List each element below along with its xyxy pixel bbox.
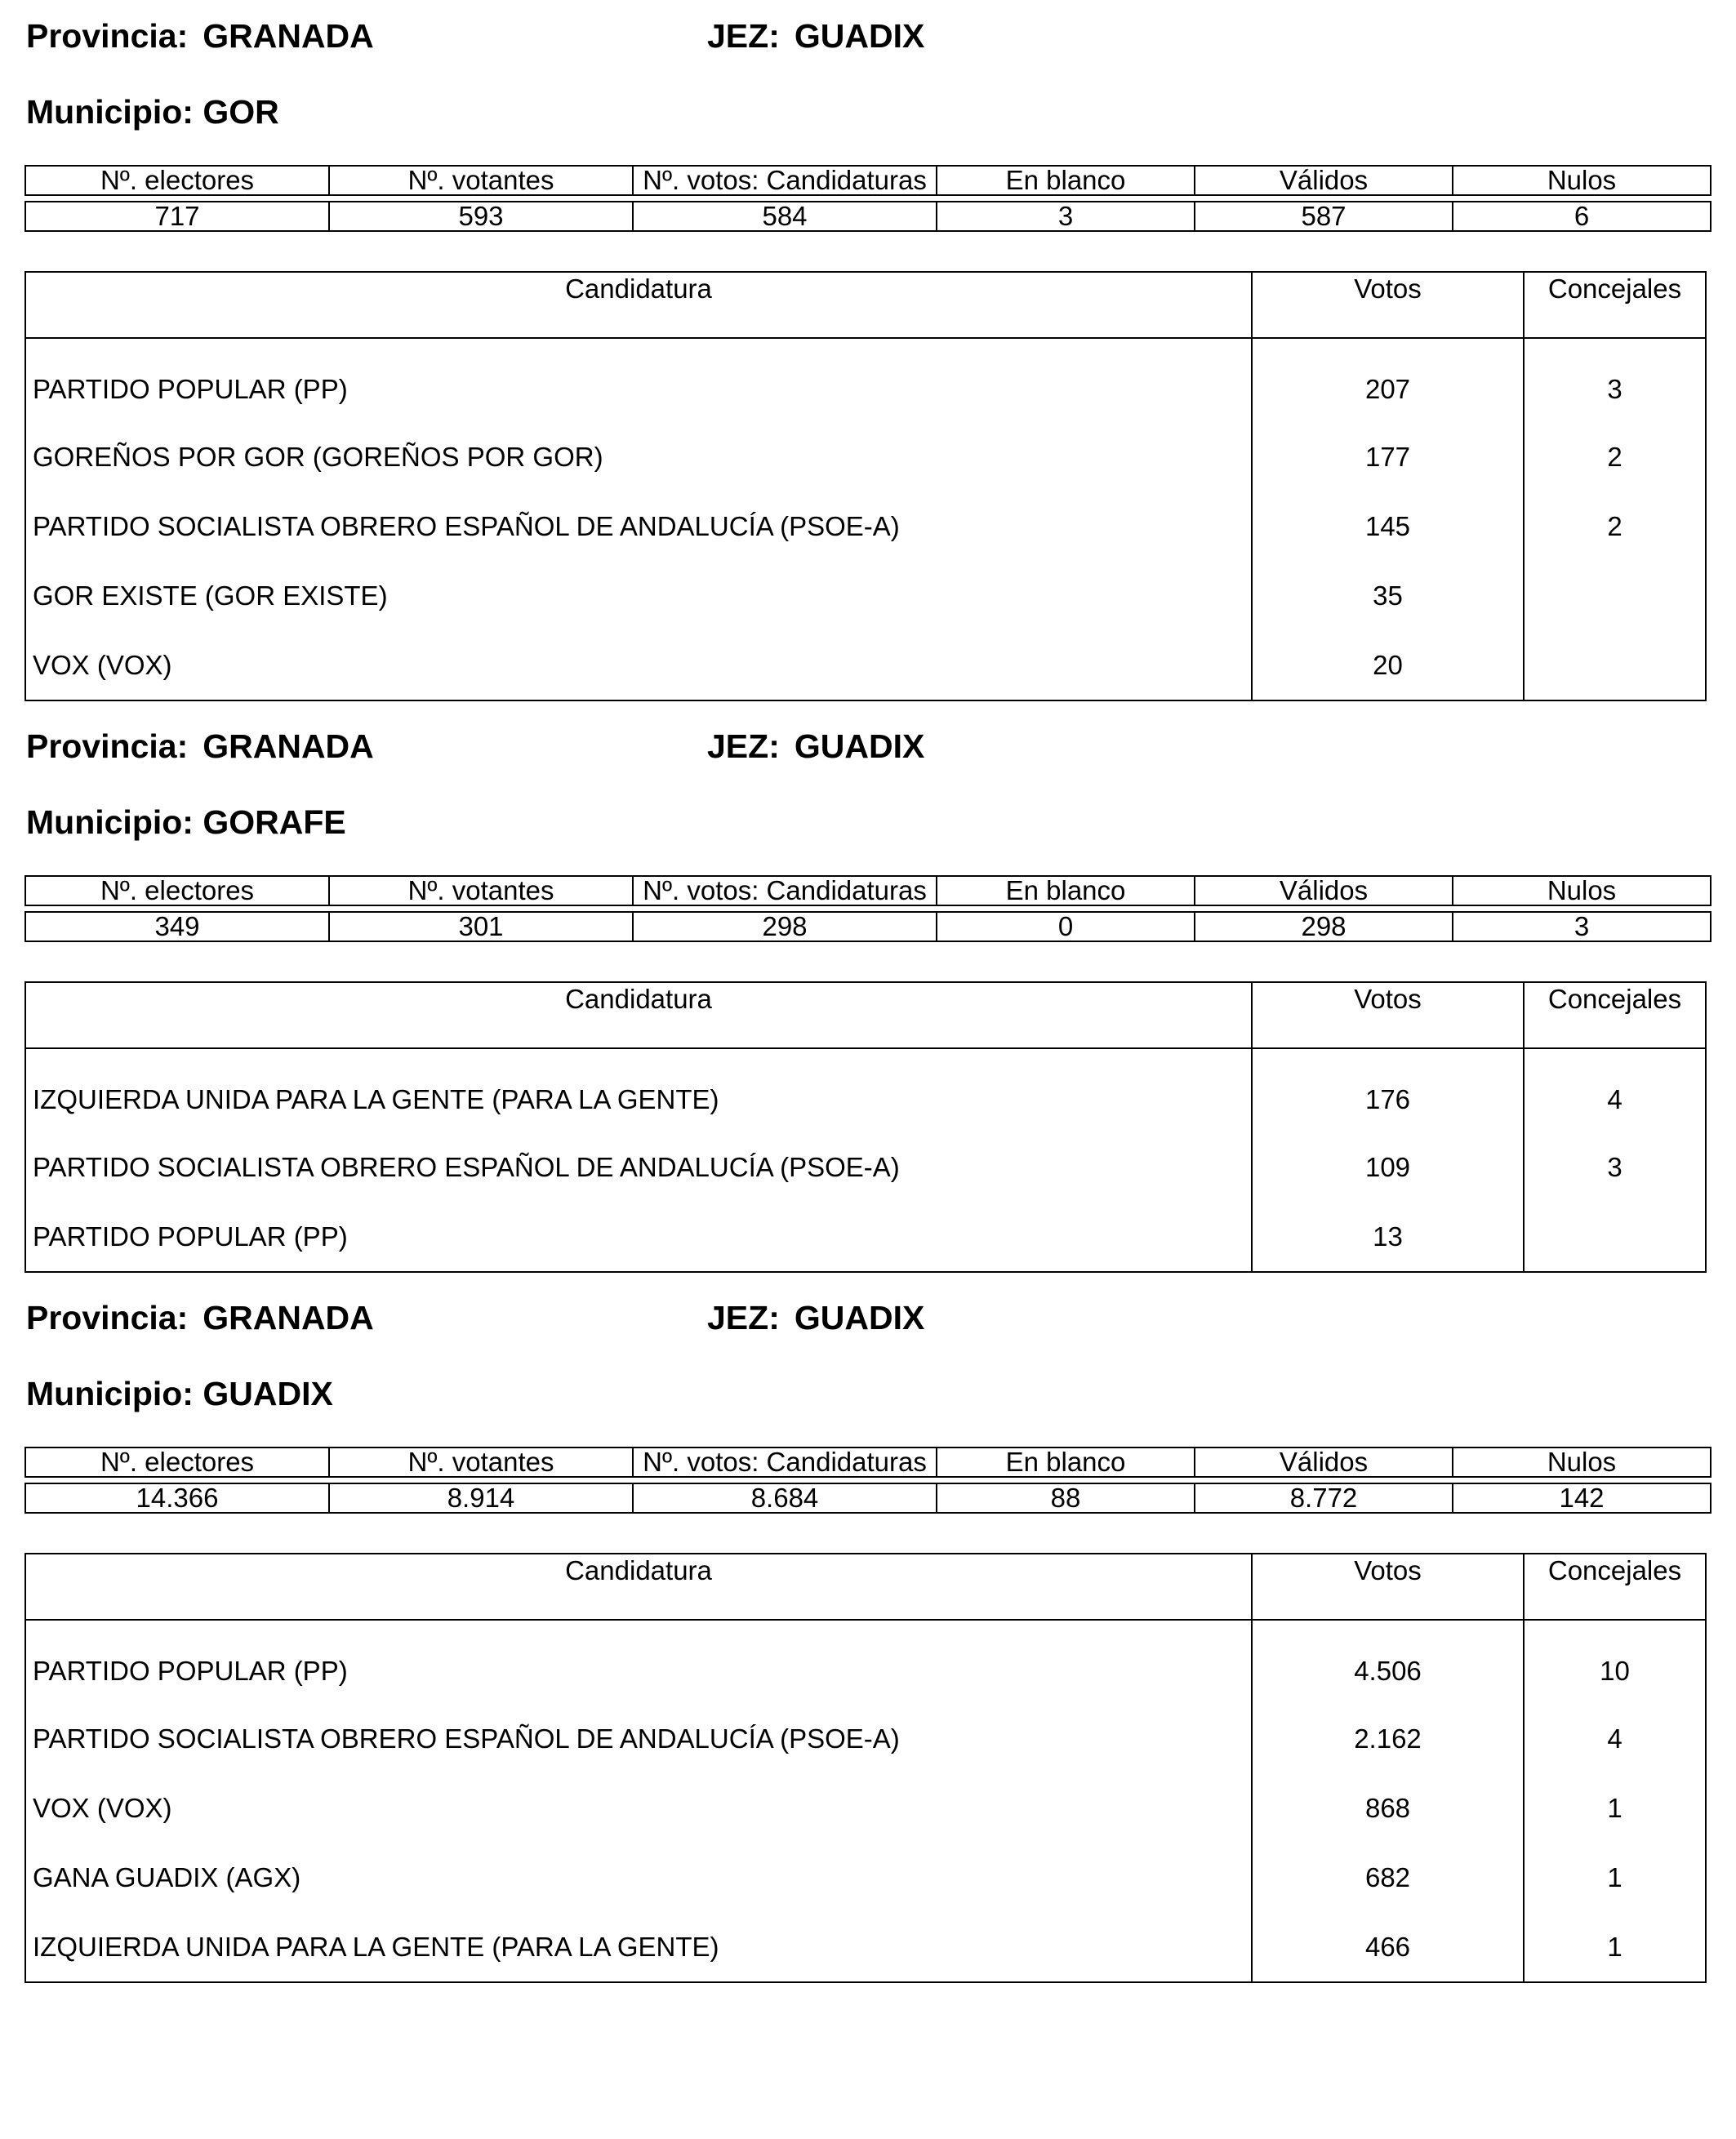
stats-header-cell: Nº. votos: Candidaturas (633, 1447, 937, 1477)
result-row (25, 1704, 1706, 1773)
stats-header-cell: Nº. electores (25, 1447, 329, 1477)
stats-value-cell: 14.366 (25, 1483, 329, 1513)
stats-value-cell: 8.914 (329, 1483, 633, 1513)
concejales-value: 1 (1524, 1843, 1706, 1912)
stats-header-cell: Nº. electores (25, 876, 329, 905)
concejales-value: 3 (1524, 338, 1706, 422)
candidatura-name: GANA GUADIX (AGX) (25, 1843, 1252, 1912)
stats-table (24, 165, 1712, 232)
stats-value-cell: 298 (633, 912, 937, 941)
stats-value-row (25, 1483, 1711, 1513)
stats-value-cell: 587 (1195, 202, 1453, 231)
votos-header: Votos (1252, 272, 1524, 338)
municipio-value: GUADIX (203, 1375, 333, 1412)
stats-table (24, 1447, 1712, 1514)
stats-value-cell: 717 (25, 202, 329, 231)
result-row (25, 1620, 1706, 1704)
votos-value: 868 (1252, 1773, 1524, 1843)
stats-value-cell: 349 (25, 912, 329, 941)
stats-header-cell: Nulos (1453, 876, 1711, 905)
candidatura-name: PARTIDO SOCIALISTA OBRERO ESPAÑOL DE ANDALUCÍA (PSOE-A) (25, 491, 1252, 561)
concejales-value: 1 (1524, 1912, 1706, 1982)
stats-value-cell: 301 (329, 912, 633, 941)
votos-value: 2.162 (1252, 1704, 1524, 1773)
concejales-header: Concejales (1524, 1554, 1706, 1620)
jez-header (707, 727, 924, 766)
stats-header-cell: Válidos (1195, 876, 1453, 905)
votos-value: 466 (1252, 1912, 1524, 1982)
jez-header (707, 16, 924, 56)
votos-value: 177 (1252, 422, 1524, 491)
provincia-label: Provincia: (26, 727, 189, 765)
candidatura-name: VOX (VOX) (25, 1773, 1252, 1843)
candidatura-header: Candidatura (25, 982, 1252, 1048)
stats-value-cell: 0 (937, 912, 1195, 941)
stats-header-cell: Válidos (1195, 1447, 1453, 1477)
votos-value: 682 (1252, 1843, 1524, 1912)
stats-header-cell: En blanco (937, 876, 1195, 905)
stats-value-cell: 3 (937, 202, 1195, 231)
jez-label: JEZ: (707, 17, 780, 55)
candidatura-name: GOR EXISTE (GOR EXISTE) (25, 561, 1252, 630)
provincia-header (26, 727, 374, 766)
jez-header (707, 1298, 924, 1337)
municipio-value: GOR (203, 93, 279, 131)
stats-header-cell: Válidos (1195, 166, 1453, 195)
candidatura-name: IZQUIERDA UNIDA PARA LA GENTE (PARA LA GENTE) (25, 1912, 1252, 1982)
result-row (25, 630, 1706, 700)
concejales-header: Concejales (1524, 272, 1706, 338)
votos-value: 176 (1252, 1048, 1524, 1132)
stats-value-cell: 584 (633, 202, 937, 231)
result-row (25, 1048, 1706, 1132)
stats-value-cell: 3 (1453, 912, 1711, 941)
stats-header-row (25, 876, 1711, 905)
result-row (25, 422, 1706, 491)
stats-header-cell: Nulos (1453, 1447, 1711, 1477)
stats-value-cell: 593 (329, 202, 633, 231)
concejales-value (1524, 1202, 1706, 1272)
candidatura-name: PARTIDO SOCIALISTA OBRERO ESPAÑOL DE ANDALUCÍA (PSOE-A) (25, 1704, 1252, 1773)
jez-value: GUADIX (794, 1299, 925, 1336)
result-row (25, 1773, 1706, 1843)
stats-value-cell: 88 (937, 1483, 1195, 1513)
jez-label: JEZ: (707, 727, 780, 765)
candidatura-name: PARTIDO SOCIALISTA OBRERO ESPAÑOL DE ANDALUCÍA (PSOE-A) (25, 1132, 1252, 1202)
municipio-label: Municipio: (26, 93, 194, 131)
municipio-header (26, 1374, 333, 1413)
stats-header-row (25, 166, 1711, 195)
stats-header-row (25, 1447, 1711, 1477)
result-row (25, 1202, 1706, 1272)
stats-value-cell: 298 (1195, 912, 1453, 941)
votos-value: 20 (1252, 630, 1524, 700)
provincia-header (26, 1298, 374, 1337)
result-row (25, 561, 1706, 630)
stats-value-cell: 8.684 (633, 1483, 937, 1513)
result-row (25, 1912, 1706, 1982)
municipio-header (26, 92, 279, 131)
result-row (25, 338, 1706, 422)
results-table (24, 981, 1707, 1273)
results-header-row (25, 1554, 1706, 1620)
concejales-value: 3 (1524, 1132, 1706, 1202)
stats-header-cell: Nulos (1453, 166, 1711, 195)
candidatura-name: GOREÑOS POR GOR (GOREÑOS POR GOR) (25, 422, 1252, 491)
candidatura-name: PARTIDO POPULAR (PP) (25, 338, 1252, 422)
candidatura-header: Candidatura (25, 272, 1252, 338)
provincia-header (26, 16, 374, 56)
results-table (24, 271, 1707, 701)
votos-value: 13 (1252, 1202, 1524, 1272)
votos-value: 109 (1252, 1132, 1524, 1202)
stats-value-row (25, 912, 1711, 941)
jez-value: GUADIX (794, 17, 925, 55)
stats-header-cell: Nº. votos: Candidaturas (633, 166, 937, 195)
votos-header: Votos (1252, 982, 1524, 1048)
concejales-value (1524, 630, 1706, 700)
municipio-value: GORAFE (203, 803, 346, 841)
votos-value: 4.506 (1252, 1620, 1524, 1704)
stats-header-cell: En blanco (937, 1447, 1195, 1477)
provincia-label: Provincia: (26, 1299, 189, 1336)
stats-value-cell: 6 (1453, 202, 1711, 231)
votos-value: 145 (1252, 491, 1524, 561)
municipio-label: Municipio: (26, 1375, 194, 1412)
jez-label: JEZ: (707, 1299, 780, 1336)
votos-value: 207 (1252, 338, 1524, 422)
stats-header-cell: Nº. electores (25, 166, 329, 195)
stats-table (24, 875, 1712, 942)
provincia-value: GRANADA (203, 727, 374, 765)
candidatura-name: PARTIDO POPULAR (PP) (25, 1202, 1252, 1272)
results-header-row (25, 272, 1706, 338)
candidatura-name: IZQUIERDA UNIDA PARA LA GENTE (PARA LA GENTE) (25, 1048, 1252, 1132)
concejales-value (1524, 561, 1706, 630)
stats-header-cell: Nº. votos: Candidaturas (633, 876, 937, 905)
stats-header-cell: En blanco (937, 166, 1195, 195)
municipio-label: Municipio: (26, 803, 194, 841)
concejales-value: 2 (1524, 491, 1706, 561)
stats-value-cell: 142 (1453, 1483, 1711, 1513)
stats-header-cell: Nº. votantes (329, 166, 633, 195)
candidatura-name: PARTIDO POPULAR (PP) (25, 1620, 1252, 1704)
municipio-header (26, 803, 346, 842)
candidatura-name: VOX (VOX) (25, 630, 1252, 700)
results-table (24, 1553, 1707, 1983)
provincia-label: Provincia: (26, 17, 189, 55)
votos-header: Votos (1252, 1554, 1524, 1620)
concejales-value: 1 (1524, 1773, 1706, 1843)
result-row (25, 1132, 1706, 1202)
stats-value-row (25, 202, 1711, 231)
stats-header-cell: Nº. votantes (329, 876, 633, 905)
concejales-value: 4 (1524, 1048, 1706, 1132)
concejales-value: 2 (1524, 422, 1706, 491)
concejales-value: 10 (1524, 1620, 1706, 1704)
stats-header-cell: Nº. votantes (329, 1447, 633, 1477)
concejales-header: Concejales (1524, 982, 1706, 1048)
provincia-value: GRANADA (203, 17, 374, 55)
result-row (25, 491, 1706, 561)
result-row (25, 1843, 1706, 1912)
concejales-value: 4 (1524, 1704, 1706, 1773)
jez-value: GUADIX (794, 727, 925, 765)
candidatura-header: Candidatura (25, 1554, 1252, 1620)
results-header-row (25, 982, 1706, 1048)
provincia-value: GRANADA (203, 1299, 374, 1336)
stats-value-cell: 8.772 (1195, 1483, 1453, 1513)
votos-value: 35 (1252, 561, 1524, 630)
